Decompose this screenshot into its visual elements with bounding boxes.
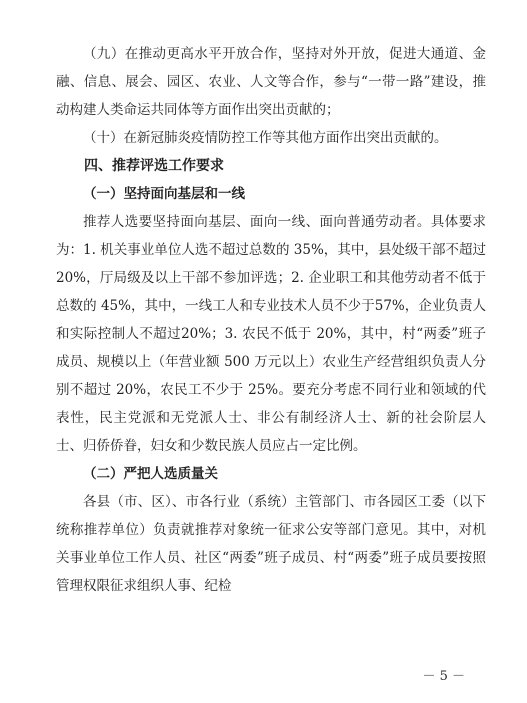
subsection-heading-1: （一）坚持面向基层和一线 (83, 186, 245, 202)
page-number: － 5 － (422, 669, 465, 684)
subsection-heading-2: （二）严把人选质量关 (83, 466, 218, 482)
section-heading: 四、推荐评选工作要求 (84, 158, 224, 174)
paragraph-item-9: （九）在推动更高水平开放合作，坚持对外开放，促进大通道、金融、信息、展会、园区、农业、人文等合作，参与“一带一路”建设，推动构建人类命运共同体等方面作出突出贡献的； (56, 46, 486, 118)
paragraph-requirements: 推荐人选要坚持面向基层、面向一线、面向普通劳动者。具体要求为：1. 机关事业单位人选不超过总数的 35%，其中，县处级干部不超过 20%，厅局级及以上干部不参加评选；2. 企业职工和其他劳动者不低于总数的 45%，其中，一线工人和专业技术人员不少于57%，企业负责人和实际控制人不超过20%；3. 农民不低于 20%，其中，村“两委”班子成员、规模以上（年营业额 500 万元以上）农业生产经营组织负责人分别不超过 20%，农民工不少于 25%。要充分考虑不同行业和领域的代表性，民主党派和无党派人士、非公有制经济人士、新的社会阶层人士、归侨侨眷，妇女和少数民族人员应占一定比例。 (56, 214, 486, 454)
paragraph-quality: 各县（市、区）、市各行业（系统）主管部门、市各园区工委（以下统称推荐单位）负责就推荐对象统一征求公安等部门意见。其中，对机关事业单位工作人员、社区“两委”班子成员、村“两委”班子成员要按照管理权限征求组织人事、纪检 (56, 494, 486, 594)
document-body (56, 40, 486, 600)
paragraph-item-10: （十）在新冠肺炎疫情防控工作等其他方面作出突出贡献的。 (83, 130, 448, 146)
